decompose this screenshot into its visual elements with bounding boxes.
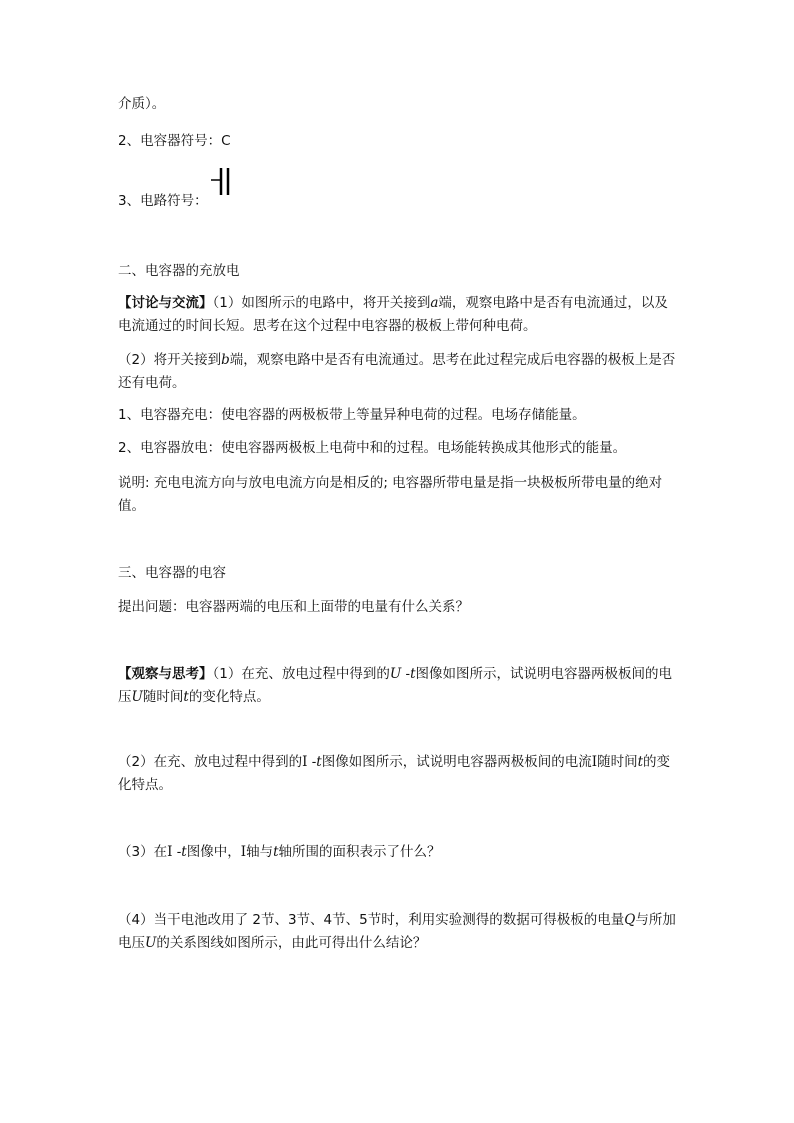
capacitor-symbol-icon [211,167,241,197]
discussion-paragraph-1: 【讨论与交流】（1）如图所示的电路中，将开关接到a端，观察电路中是否有电流通过，以及电流通过的时间长短。思考在这个过程中电容器的极板上带何种电荷。 [118,295,668,334]
question-line: 提出问题：电容器两端的电压和上面带的电量有什么关系？ [118,599,469,615]
observation-paragraph-1: 【观察与思考】（1）在充、放电过程中得到的U -t图像如图所示，试说明电容器两极板间的电压U随时间t的变化特点。 [118,666,673,705]
capacitor-symbol-line: 2、电容器符号：C [118,133,231,149]
discussion-tag: 【讨论与交流】 [118,295,213,311]
observation-paragraph-3: （3）在I -t图像中，I轴与t轴所围的面积表示了什么？ [118,844,441,860]
text-line: 介质）。 [118,96,166,112]
observation-paragraph-4: （4）当干电池改用了 2节、3节、4节、5节时，利用实验测得的数据可得极板的电量Q与所加电压U的关系图线如图所示，由此可得出什么结论？ [118,912,676,951]
observation-tag: 【观察与思考】 [118,666,213,682]
section-heading-3: 三、电容器的电容 [118,565,226,581]
circuit-symbol-label: 3、电路符号： [118,193,208,209]
note-paragraph: 说明: 充电电流方向与放电电流方向是相反的; 电容器所带电量是指一块极板所带电量的绝对值。 [118,475,663,514]
discharging-definition: 2、电容器放电：使电容器两极板上电荷中和的过程。电场能转换成其他形式的能量。 [118,440,627,456]
observation-paragraph-2: （2）在充、放电过程中得到的I -t图像如图所示，试说明电容器两极板间的电流I随时间t的变化特点。 [118,754,671,793]
discussion-paragraph-2: （2）将开关接到b端，观察电路中是否有电流通过。思考在此过程完成后电容器的极板上是否还有电荷。 [118,352,676,391]
charging-definition: 1、电容器充电：使电容器的两极板带上等量异种电荷的过程。电场存储能量。 [118,407,586,423]
section-heading-2: 二、电容器的充放电 [118,263,240,279]
